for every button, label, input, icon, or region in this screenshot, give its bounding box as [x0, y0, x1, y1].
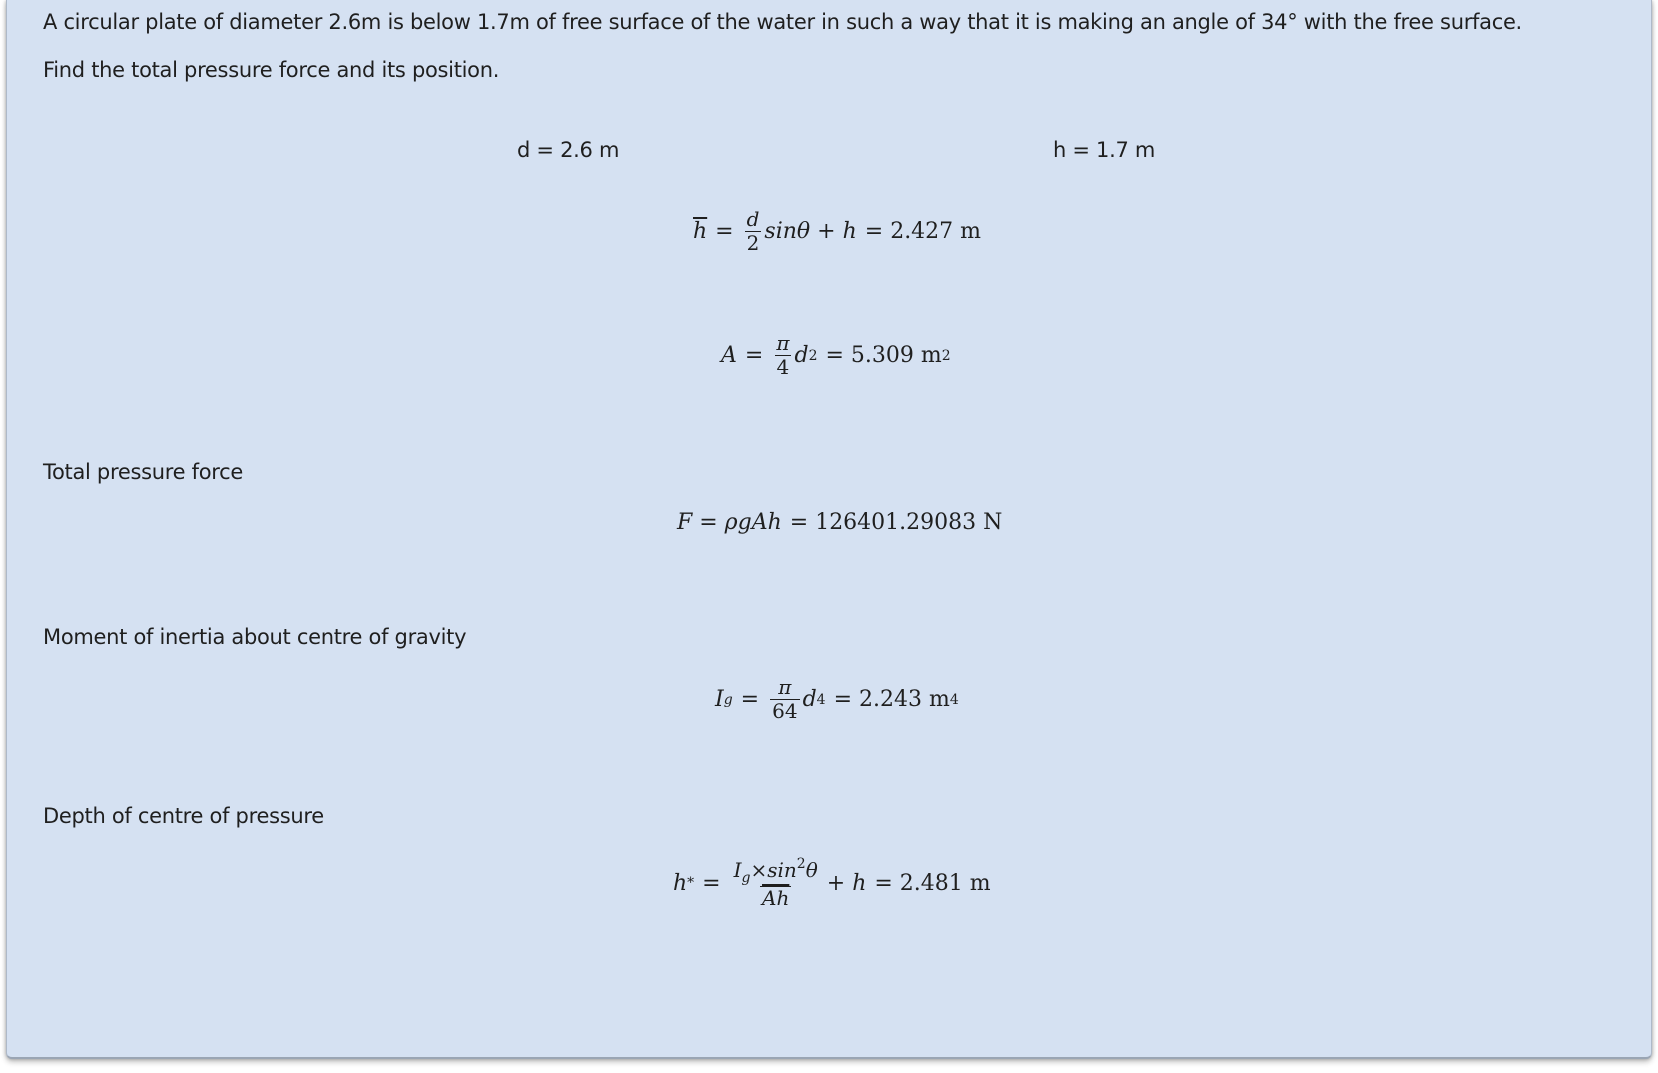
inertia-fraction-num: π	[778, 675, 792, 699]
given-diameter: d = 2.6 m	[517, 138, 620, 162]
inertia-equation: I g = $\frac{\pi}{64}$ d 4 = 2.243 m 4	[715, 675, 959, 723]
hbar-fraction-num: d	[746, 207, 760, 231]
cp-num-sin: ×sin	[750, 858, 797, 882]
hbar-fraction	[745, 208, 762, 255]
inertia-var: d	[802, 687, 817, 712]
cp-num-sub: g	[741, 870, 751, 886]
hbar-symbol: $\overline{h}$	[693, 219, 708, 244]
problem-question: Find the total pressure force and its position.	[43, 58, 500, 82]
force-result: = 126401.29083 N	[789, 510, 1003, 535]
label-moment-inertia: Moment of inertia about centre of gravity	[43, 625, 467, 649]
area-result: = 5.309 m	[825, 343, 942, 368]
cp-num-theta: θ	[805, 858, 818, 882]
inertia-sub: g	[723, 691, 733, 708]
area-result-exp: 2	[941, 347, 951, 364]
inertia-fraction	[770, 676, 799, 723]
cp-num-exp: 2	[796, 856, 806, 872]
hbar-equation: $\overline{h}$ = $\frac{d}{2}$ sinθ + h = 2.427 m	[693, 207, 982, 255]
cp-den-text: Ah	[762, 886, 790, 911]
cp-rest: + h	[826, 870, 867, 896]
inertia-result: = 2.243 m	[833, 687, 950, 712]
cp-fraction-num	[732, 856, 820, 886]
label-total-force: Total pressure force	[43, 460, 243, 484]
cp-fraction-den	[760, 886, 791, 910]
force-expr: F = ρgAh	[677, 510, 782, 535]
hbar-fraction-den: 2	[746, 231, 760, 255]
area-fraction-num: π	[776, 331, 790, 355]
inertia-exp: 4	[816, 691, 826, 708]
inertia-symbol: I	[715, 687, 724, 712]
solution-card	[6, 0, 1652, 1059]
area-var: d	[794, 343, 809, 368]
inertia-result-exp: 4	[949, 691, 959, 708]
cp-num-i: I	[733, 858, 742, 882]
cp-sup: *	[687, 875, 695, 892]
label-depth-cp: Depth of centre of pressure	[43, 804, 324, 828]
given-depth: h = 1.7 m	[1053, 138, 1156, 162]
hbar-result: = 2.427 m	[864, 219, 982, 244]
cp-equation: h * = $\frac{I_g\times\sin^2\theta}{Ah}$ + h = 2.481 m	[673, 856, 991, 911]
area-fraction-den: 4	[776, 355, 790, 379]
hbar-rest: sinθ + h	[764, 219, 857, 244]
force-equation	[677, 510, 1002, 535]
problem-statement: A circular plate of diameter 2.6m is below 1.7m of free surface of the water in such a way that it is making an angle of 34° with the free surface.	[43, 10, 1522, 34]
cp-symbol: h	[673, 870, 688, 896]
area-equation: A = $\frac{\pi}{4}$ d 2 = 5.309 m 2	[721, 331, 951, 379]
area-symbol: A	[721, 343, 737, 368]
area-fraction	[774, 332, 791, 379]
inertia-fraction-den: 64	[772, 699, 798, 723]
cp-fraction	[732, 856, 820, 910]
area-exp: 2	[808, 347, 818, 364]
cp-result: = 2.481 m	[874, 870, 991, 896]
